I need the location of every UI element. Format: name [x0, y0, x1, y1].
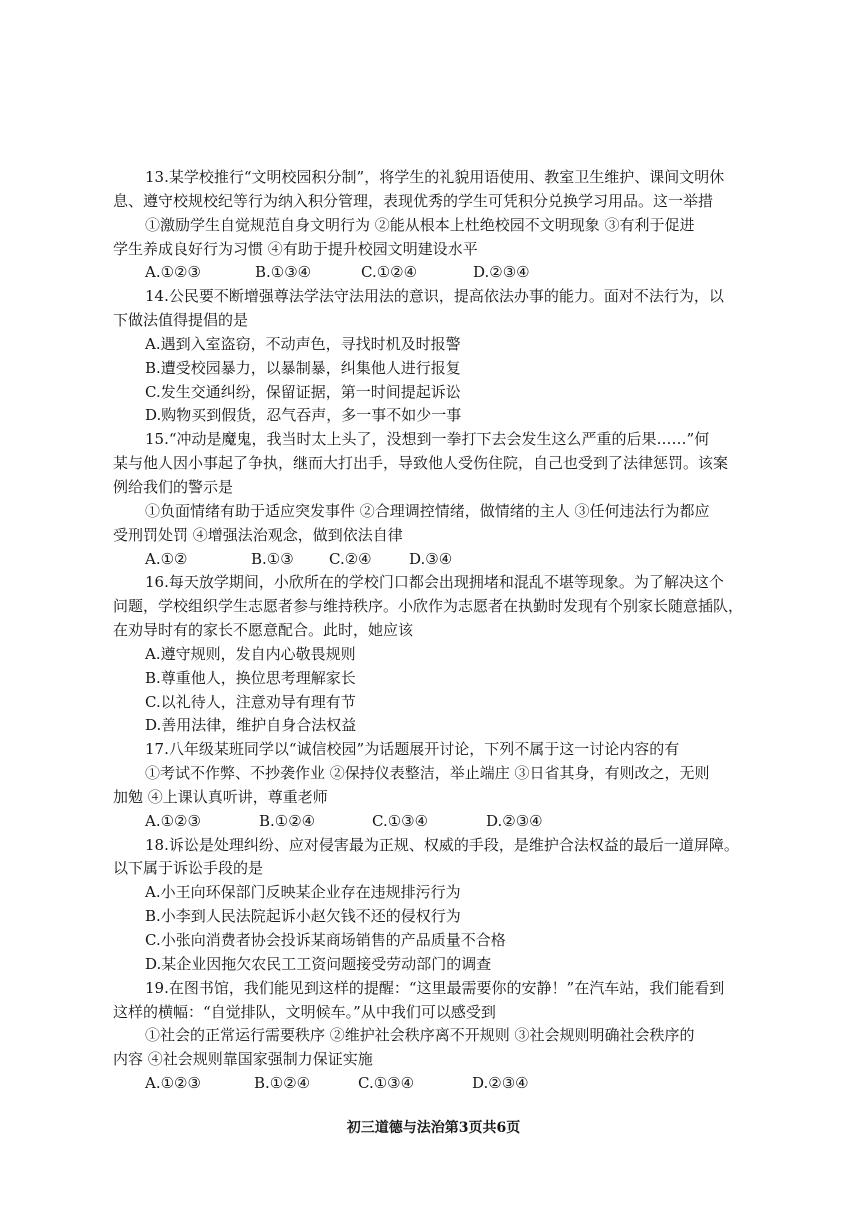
question-stem: 这样的横幅：“自觉排队，文明候车。”从中我们可以感受到	[113, 1002, 496, 1021]
options-row	[113, 1072, 755, 1096]
option-b: B.小李到人民法院起诉小赵欠钱不还的侵权行为	[145, 907, 461, 926]
option-b: B.①②④	[254, 1074, 311, 1093]
option-a: A.①②③	[145, 811, 201, 830]
question-stem: 例给我们的警示是	[113, 477, 234, 496]
question-stem: 某与他人因小事起了争执，继而大打出手，导致他人受伤住院，自己也受到了法律惩罚。该案	[113, 454, 729, 473]
option-c: C.①③④	[372, 811, 429, 830]
options-row	[113, 261, 755, 285]
statement-line: 加勉 ④上课认真听讲，尊重老师	[113, 787, 328, 806]
option-d: D.②③④	[486, 811, 543, 830]
option-a: A.①②	[145, 549, 188, 568]
option-b: B.尊重他人，换位思考理解家长	[145, 668, 356, 687]
question-stem: 以下属于诉讼手段的是	[113, 859, 264, 878]
option-c: C.②④	[329, 549, 372, 568]
question-stem: 13.某学校推行“文明校园积分制”，将学生的礼貌用语使用、教室卫生维护、课间文明休	[145, 168, 725, 186]
question-list	[113, 166, 755, 1096]
question-19	[113, 977, 755, 1096]
option-d: D.②③④	[472, 1074, 529, 1093]
question-14	[113, 285, 755, 428]
statement-line: 学生养成良好行为习惯 ④有助于提升校园文明建设水平	[113, 239, 478, 258]
option-b: B.①③	[251, 549, 294, 568]
statement-line: ①考试不作弊、不抄袭作业 ②保持仪表整洁，举止端庄 ③日省其身，有则改之，无则	[145, 764, 710, 783]
option-c: C.发生交通纠纷，保留证据，第一时间提起诉讼	[145, 382, 461, 401]
options-row	[113, 548, 755, 572]
option-a: A.①②③	[145, 1074, 201, 1093]
question-18	[113, 834, 755, 977]
option-d: D.善用法律，维护自身合法权益	[145, 716, 357, 735]
option-c: C.①②④	[361, 263, 418, 282]
option-d: D.某企业因拖欠农民工工资问题接受劳动部门的调查	[145, 954, 492, 973]
option-b: B.①②④	[259, 811, 316, 830]
question-stem: 17.八年级某班同学以“诚信校园”为话题展开讨论，下列不属于这一讨论内容的有	[145, 740, 680, 759]
question-stem: 在劝导时有的家长不愿意配合。此时，她应该	[113, 621, 414, 640]
question-stem: 18.诉讼是处理纠纷、应对侵害最为正规、权威的手段，是维护合法权益的最后一道屏障。	[145, 835, 739, 854]
statement-line: 受刑罚处罚 ④增强法治观念，做到依法自律	[113, 525, 403, 544]
question-13	[113, 166, 755, 285]
options-row	[113, 810, 755, 834]
option-d: D.②③④	[473, 263, 530, 282]
question-17	[113, 738, 755, 833]
statement-line: ①激励学生自觉规范自身文明行为 ②能从根本上杜绝校园不文明现象 ③有利于促进	[145, 215, 695, 234]
question-stem: 19.在图书馆，我们能见到这样的提醒：“这里最需要你的安静！”在汽车站，我们能看到	[145, 978, 725, 997]
question-16	[113, 571, 755, 738]
option-d: D.购物买到假货，忍气吞声，多一事不如少一事	[145, 406, 462, 425]
question-stem: 14.公民要不断增强尊法学法守法用法的意识，提高依法办事的能力。面对不法行为，以	[145, 287, 724, 306]
question-stem: 问题，学校组织学生志愿者参与维持秩序。小欣作为志愿者在执勤时发现有个别家长随意插队，	[113, 597, 744, 616]
statement-line: ①社会的正常运行需要秩序 ②维护社会秩序离不开规则 ③社会规则明确社会秩序的	[145, 1026, 695, 1045]
question-stem: 息、遵守校规校纪等行为纳入积分管理，表现优秀的学生可凭积分兑换学习用品。这一举措	[113, 191, 714, 210]
question-stem: 15.“冲动是魔鬼，我当时太上头了，没想到一拳打下去会发生这么严重的后果……”何	[145, 430, 710, 449]
page-footer: 初三道德与法治第3页共6页	[346, 1120, 521, 1136]
question-stem: 下做法值得提倡的是	[113, 311, 249, 330]
option-d: D.③④	[409, 549, 453, 568]
statement-line: ①负面情绪有助于适应突发事件 ②合理调控情绪，做情绪的主人 ③任何违法行为都应	[145, 501, 710, 520]
statement-line: 内容 ④社会规则靠国家强制力保证实施	[113, 1050, 373, 1069]
option-c: C.小张向消费者协会投诉某商场销售的产品质量不合格	[145, 931, 506, 949]
option-c: C.以礼待人，注意劝导有理有节	[145, 692, 356, 711]
question-stem: 16.每天放学期间，小欣所在的学校门口都会出现拥堵和混乱不堪等现象。为了解决这个	[145, 573, 724, 592]
option-a: A.小王向环保部门反映某企业存在违规排污行为	[145, 883, 461, 902]
option-a: A.遇到入室盗窃，不动声色，寻找时机及时报警	[145, 334, 461, 353]
question-15	[113, 428, 755, 571]
option-b: B.遭受校园暴力，以暴制暴，纠集他人进行报复	[145, 358, 461, 377]
option-b: B.①③④	[255, 263, 312, 282]
option-a: A.遵守规则，发自内心敬畏规则	[145, 644, 356, 663]
option-a: A.①②③	[145, 263, 201, 282]
option-c: C.①③④	[358, 1074, 415, 1093]
